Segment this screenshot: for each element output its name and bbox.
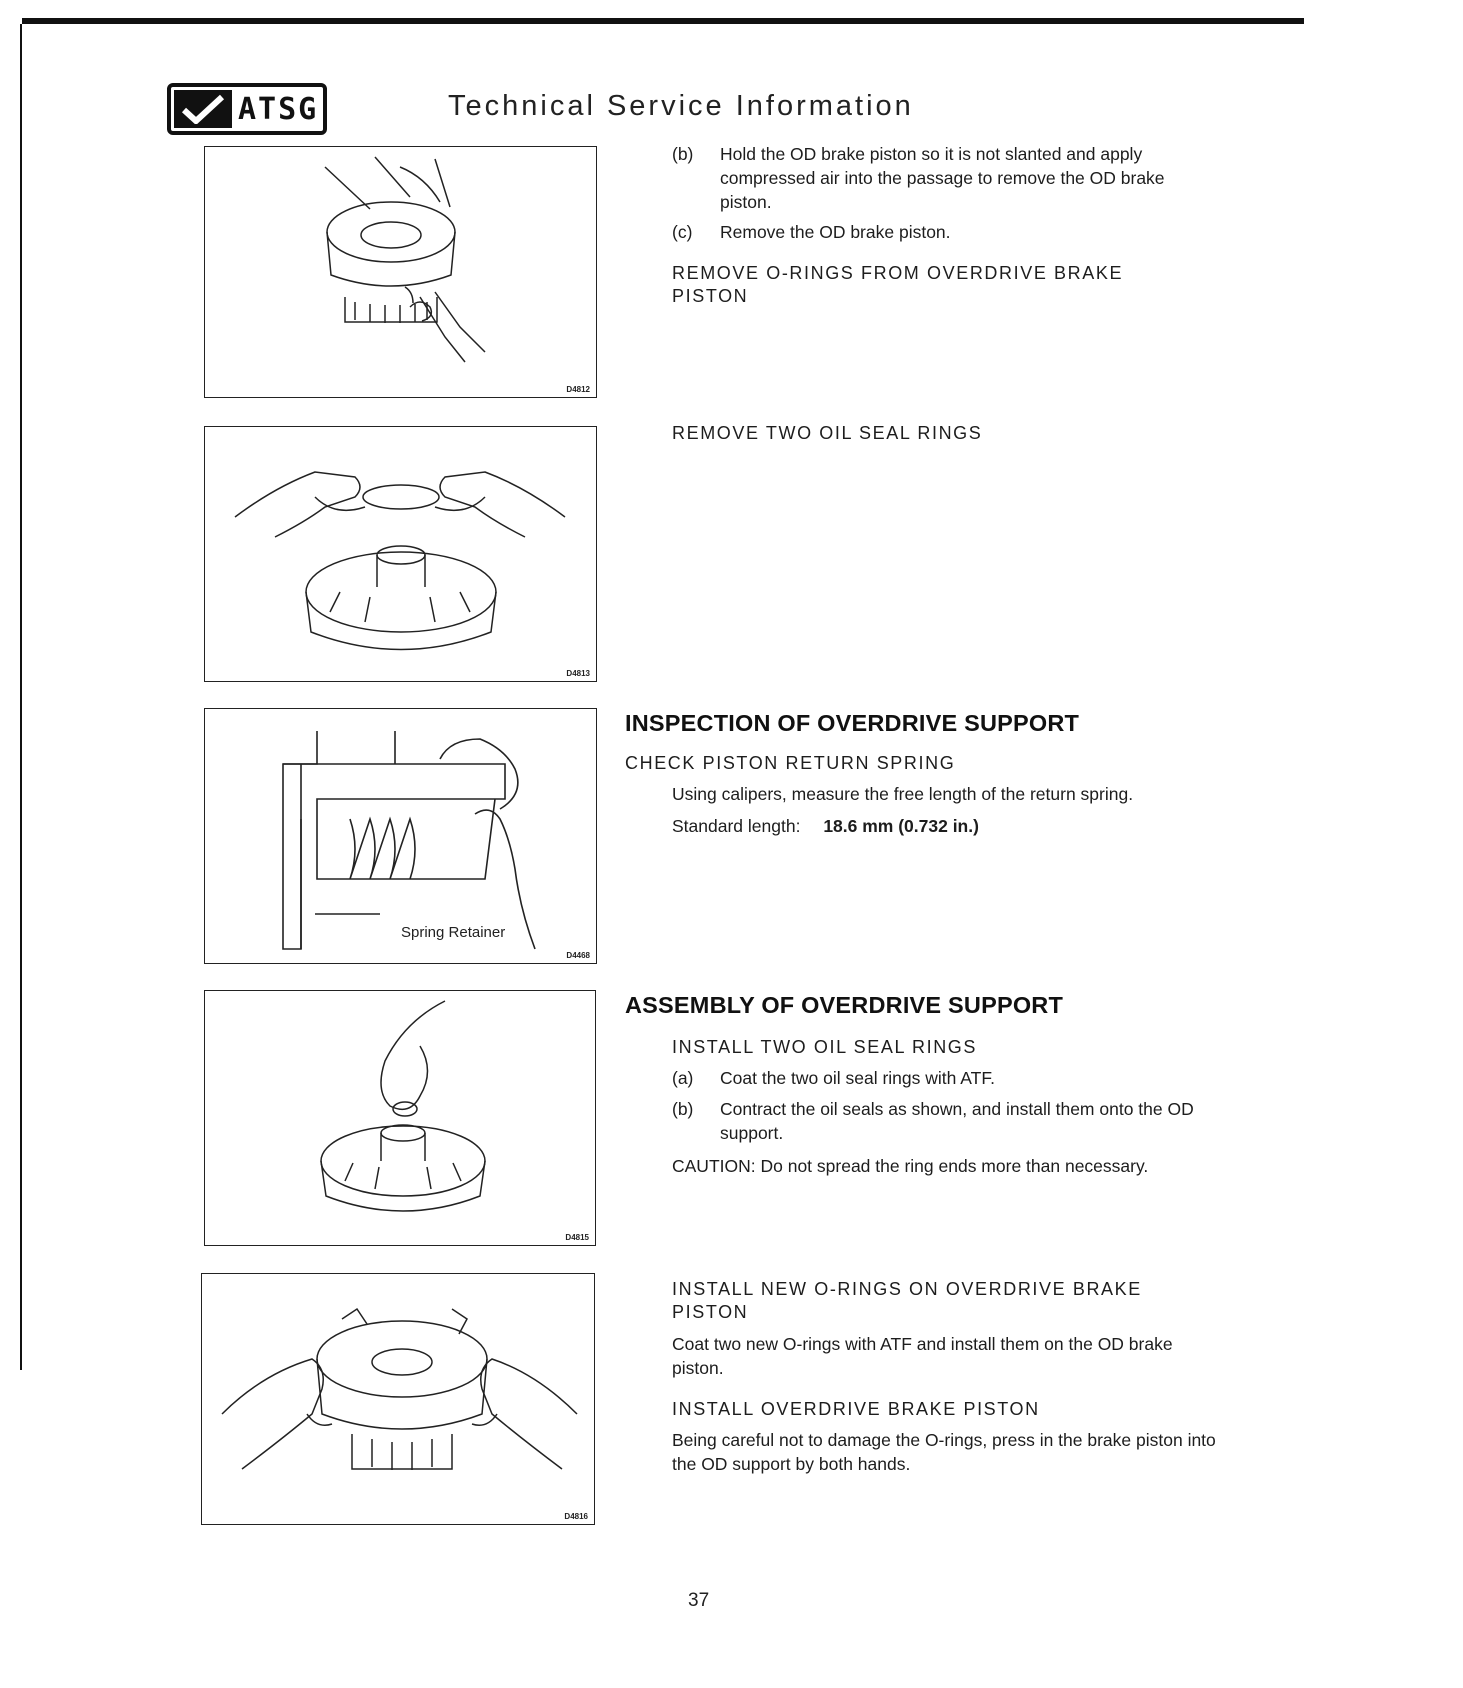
- inspection-heading: INSPECTION OF OVERDRIVE SUPPORT: [625, 710, 1080, 736]
- figure-piston-install: [201, 1273, 595, 1525]
- figure-code: D4468: [566, 951, 590, 960]
- checkmark-icon: [174, 90, 232, 128]
- figure-code: D4815: [565, 1233, 589, 1242]
- step-marker: (b): [672, 1099, 694, 1119]
- step-marker: (c): [672, 222, 693, 242]
- step-text: Remove the OD brake piston.: [720, 222, 951, 242]
- seal-ring-install-illustration: [205, 991, 597, 1247]
- figure-code: D4812: [566, 385, 590, 394]
- std-value: 18.6 mm (0.732 in.): [823, 816, 979, 836]
- page-title: Technical Service Information: [448, 90, 914, 122]
- piston-air-illustration: [205, 147, 598, 399]
- std-label: Standard length:: [672, 816, 801, 836]
- step-marker: (a): [672, 1068, 694, 1088]
- figure-piston-removal: [204, 146, 597, 398]
- install-piston-heading: INSTALL OVERDRIVE BRAKE PISTON: [672, 1399, 1040, 1419]
- assembly-steps: [672, 1066, 1220, 1145]
- assembly-heading: ASSEMBLY OF OVERDRIVE SUPPORT: [625, 992, 1064, 1018]
- remove-orings-heading: REMOVE O-RINGS FROM OVERDRIVE BRAKE PISTON: [672, 263, 1124, 306]
- install-orings-text: Coat two new O-rings with ATF and install them on the OD brake piston.: [672, 1334, 1173, 1378]
- step-text: Coat the two oil seal rings with ATF.: [720, 1068, 995, 1088]
- figure-code: D4813: [566, 669, 590, 678]
- install-orings-heading: INSTALL NEW O-RINGS ON OVERDRIVE BRAKE PISTON: [672, 1279, 1142, 1322]
- step-c: [672, 220, 1220, 244]
- standard-length: [672, 814, 1232, 838]
- page-number: 37: [688, 1590, 710, 1611]
- step-b: [672, 1097, 1220, 1145]
- figure-seal-ring-install: [204, 990, 596, 1246]
- left-rule: [20, 24, 22, 1370]
- top-rule: [22, 18, 1304, 24]
- step-text: Contract the oil seals as shown, and install them onto the OD support.: [720, 1099, 1194, 1143]
- removal-steps: [672, 142, 1220, 244]
- inspection-text: Using calipers, measure the free length of the return spring.: [672, 784, 1134, 804]
- check-spring-subheading: CHECK PISTON RETURN SPRING: [625, 753, 956, 773]
- step-marker: (b): [672, 144, 694, 164]
- step-b: [672, 142, 1220, 214]
- caution-text: CAUTION: Do not spread the ring ends more than necessary.: [672, 1156, 1149, 1176]
- figure-seal-ring-removal: [204, 426, 597, 682]
- remove-seal-rings-heading: REMOVE TWO OIL SEAL RINGS: [672, 423, 983, 443]
- step-text: Hold the OD brake piston so it is not slanted and apply compressed air into the passage to remove the OD brake piston.: [720, 144, 1165, 212]
- figure-code: D4816: [564, 1512, 588, 1521]
- step-a: [672, 1066, 1220, 1090]
- figure-label: Spring Retainer: [401, 924, 506, 941]
- atsg-logo: [167, 83, 327, 135]
- install-seal-rings-heading: INSTALL TWO OIL SEAL RINGS: [672, 1037, 977, 1057]
- logo-text: ATSG: [238, 91, 319, 127]
- seal-ring-illustration: [205, 427, 598, 683]
- piston-install-illustration: [202, 1274, 596, 1526]
- figure-spring-measure: [204, 708, 597, 964]
- install-piston-text: Being careful not to damage the O-rings, press in the brake piston into the OD support by both hands.: [672, 1430, 1216, 1474]
